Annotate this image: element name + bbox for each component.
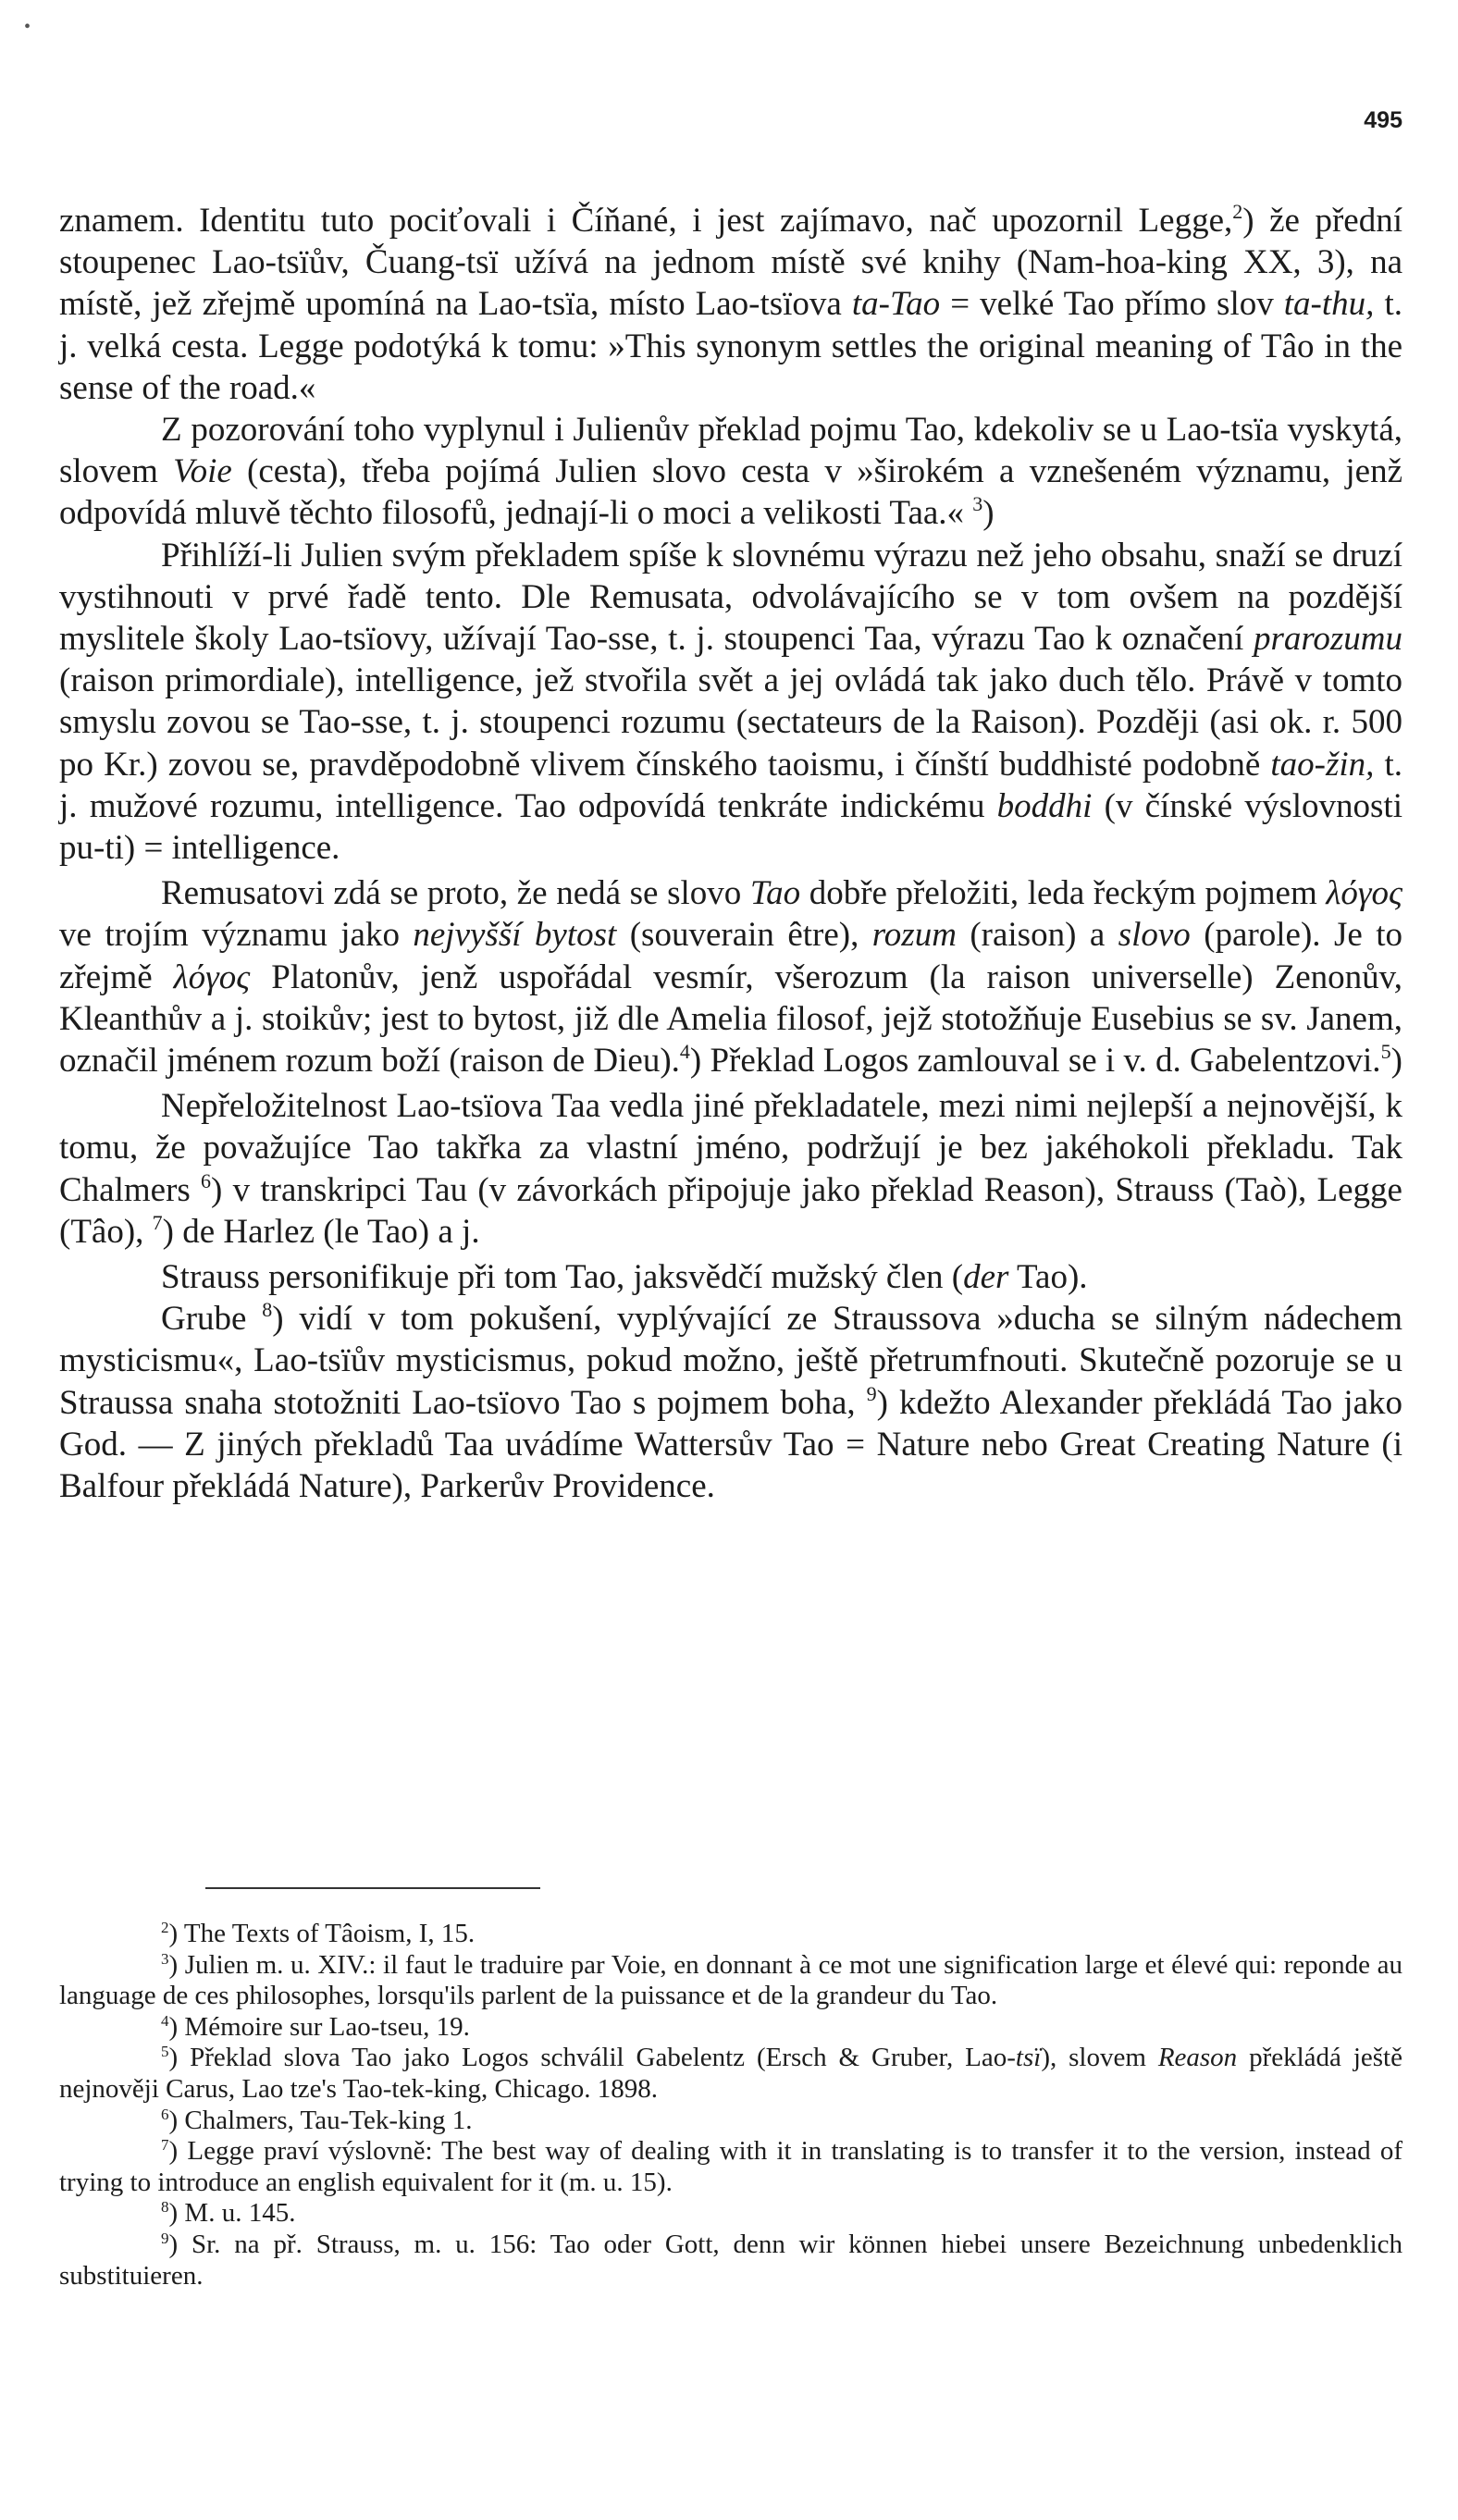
text-run: překládá ještě nejnověji Carus, Lao tze's Tao-tek-king, Chicago. 1898.: [59, 2043, 1402, 2104]
footnote-mark-paren: ): [168, 1919, 179, 1948]
italic-text: Reason: [1157, 2043, 1238, 2073]
paragraph: [59, 200, 1402, 409]
text-run: dobře přeložiti, leda řeckým pojmem: [800, 874, 1327, 913]
footnote-reference: 5: [1380, 1040, 1391, 1064]
footnote: [59, 2230, 1402, 2291]
text-run: t. j. mužové rozumu, intelligence. Tao odpovídá tenkráte indickému: [59, 745, 1403, 825]
text-run: (parole). Je to zřejmě: [59, 916, 1402, 996]
footnote-divider: [205, 1887, 540, 1889]
italic-text: rozum: [871, 916, 957, 955]
text-run: ), slovem: [1041, 2043, 1158, 2073]
footnote-reference: 4: [679, 1040, 690, 1064]
footnote: [59, 2198, 1402, 2230]
text-run: ) v transkripci Tau (v závorkách připojuje jako překlad Reason), Strauss (Taò), Legge (Tâo),: [59, 1170, 1402, 1251]
footnote-mark: 2: [161, 1919, 169, 1936]
text-run: ) Překlad Logos zamlouval se i v. d. Gabelentzovi.: [689, 1042, 1381, 1081]
italic-text: ta-Tao: [851, 285, 941, 324]
footnote-reference: 6: [201, 1168, 212, 1192]
text-run: Remusatovi zdá se proto, že nedá se slovo: [161, 874, 750, 913]
footnote-mark-paren: ): [168, 2229, 179, 2259]
text-run: t. j. velká cesta. Legge podotýká k tomu: »This synonym settles the original meaning of Tâo in the sense of the road.«: [59, 285, 1402, 407]
footnote-reference: 7: [152, 1210, 163, 1234]
italic-text: slovo: [1118, 916, 1191, 955]
text-run: M. u. 145.: [178, 2198, 296, 2229]
text-run: = velké Tao přímo slov: [940, 285, 1284, 324]
footnote-mark: 4: [161, 2011, 169, 2030]
paragraph: [59, 872, 1402, 1081]
text-run: Překlad slova Tao jako Logos schválil Gabelentz (Ersch & Gruber, Lao-: [178, 2043, 1016, 2073]
text-run: The Texts of Tâoism, I, 15.: [178, 1919, 476, 1948]
italic-text: Tao: [749, 874, 801, 913]
paragraph: [59, 535, 1402, 870]
paragraph: [59, 409, 1402, 535]
text-run: Nepřeložitelnost Lao-tsïova Taa vedla jiné překladatele, mezi nimi nejlepší a nejnovější, k tomu, že považujíce Tao takřka za vlastní jméno, podržují je bez jakéhokoli překladu. Tak Chalmers: [59, 1087, 1402, 1209]
text-run: Strauss personifikuje při tom Tao, jaksvědčí mužský člen (: [161, 1258, 964, 1297]
footnote-mark: 5: [161, 2043, 169, 2061]
text-run: ) vidí v tom pokušení, vyplývající ze Straussova »ducha se silným nádechem mysticismu«, Lao-tsïův mysticismus, pokud možno, ještě přetrumfnouti. Skutečně pozoruje se u Straussa snaha stotožniti Lao-tsïovo Tao s pojmem boha,: [59, 1300, 1402, 1422]
italic-text: λόγος: [173, 957, 251, 996]
paragraph: [59, 1298, 1402, 1507]
text-run: ) že přední stoupenec Lao-tsïův, Čuang-tsï užívá na jednom místě své knihy (Nam-hoa-king XX, 3), na místě, jež zřejmě upomíná na Lao-tsïa, místo Lao-tsïova: [59, 202, 1402, 324]
paragraph: [59, 1256, 1402, 1298]
page-number: 495: [1364, 107, 1402, 133]
italic-text: Voie: [173, 452, 232, 491]
text-run: Platonův, jenž uspořádal vesmír, všerozum (la raison universelle) Zenonův, Kleanthův a j. stoikův; jest to bytost, již dle Amelia filosof, jejž stotožňuje Eusebius se sv. Janem, označil jménem rozum boží (raison de Dieu).: [59, 957, 1402, 1081]
text-run: ): [982, 494, 995, 533]
text-run: ): [1390, 1042, 1402, 1081]
italic-text: der: [963, 1258, 1009, 1297]
italic-text: tsï: [1015, 2043, 1042, 2073]
italic-text: tao-žin,: [1270, 745, 1375, 784]
text-run: Chalmers, Tau-Tek-king 1.: [178, 2105, 473, 2135]
footnote-reference: 9: [866, 1381, 877, 1405]
footnote-reference: 3: [972, 492, 983, 516]
text-run: Z pozorování toho vyplynul i Julienův překlad pojmu Tao, kdekoliv se u Lao-tsïa vyskytá, slovem: [59, 411, 1402, 491]
text-run: (raison primordiale), intelligence, jež stvořila svět a jej ovládá tak jako duch tělo. Právě v tomto smyslu zovou se Tao-sse, t. j. stoupenci rozumu (sectateurs de la Raison). Později (asi ok. r. 500 po Kr.) zovou se, pravděpodobně vlivem čínského taoismu, i čínští buddhisté podobně: [59, 661, 1402, 784]
text-run: znamem. Identitu tuto pociťovali i Číňané, i jest zajímavo, nač upozornil Legge,: [59, 202, 1233, 240]
footnote: [59, 2012, 1402, 2044]
text-run: ) de Harlez (le Tao) a j.: [162, 1212, 480, 1251]
footnote-mark: 7: [161, 2136, 169, 2155]
footnote: [59, 1919, 1402, 1950]
footnote-mark-paren: ): [168, 2136, 179, 2167]
text-run: Mémoire sur Lao-tseu, 19.: [178, 2011, 470, 2042]
footnote-mark: 6: [161, 2105, 169, 2123]
italic-text: boddhi: [996, 786, 1093, 825]
margin-dot: •: [24, 17, 31, 37]
italic-text: nejvyšší bytost: [413, 916, 617, 955]
italic-text: λόγος: [1326, 874, 1402, 913]
footnote-mark-paren: ): [168, 2011, 179, 2042]
footnote-mark-paren: ): [168, 1949, 179, 1980]
text-run: Legge praví výslovně: The best way of dealing with it in translating is to transfer it to the version, instead of trying to introduce an english equivalent for it (m. u. 15).: [59, 2136, 1402, 2197]
footnote-mark-paren: ): [168, 2043, 179, 2073]
text-run: (souverain être),: [616, 916, 872, 955]
footnotes: [59, 1919, 1402, 2291]
footnote: [59, 1950, 1402, 2012]
body-text: [59, 200, 1402, 1507]
text-run: ) kdežto Alexander překládá Tao jako God. — Z jiných překladů Taa uvádíme Wattersův Tao = Nature nebo Great Creating Nature (i Balfour překládá Nature), Parkerův Providence.: [59, 1383, 1402, 1506]
text-run: (cesta), třeba pojímá Julien slovo cesta v »širokém a vznešeném významu, jenž odpovídá mluvě těchto filosofů, jednají-li o moci a velikosti Taa.«: [59, 452, 1402, 533]
footnote-mark-paren: ): [168, 2105, 179, 2135]
italic-text: prarozumu: [1253, 620, 1402, 659]
italic-text: ta-thu,: [1283, 285, 1375, 324]
footnote-reference: 8: [262, 1298, 273, 1322]
footnote-mark: 8: [161, 2198, 169, 2217]
footnote: [59, 2136, 1402, 2198]
text-run: Tao).: [1008, 1258, 1088, 1297]
text-run: Přihlíží-li Julien svým překladem spíše k slovnému výrazu než jeho obsahu, snaží se druzí vystihnouti v prvé řadě tento. Dle Remusata, odvolávajícího se v tom ovšem na pozdější myslitele školy Lao-tsïovy, užívají Tao-sse, t. j. stoupenci Taa, výrazu Tao k označení: [59, 536, 1402, 659]
footnote-mark: 9: [161, 2229, 169, 2247]
text-run: (raison) a: [956, 916, 1118, 955]
text-run: ve trojím významu jako: [59, 916, 414, 955]
footnote: [59, 2043, 1402, 2105]
footnote-reference: 2: [1232, 200, 1243, 223]
text-run: (v čínské výslovnosti pu-ti) = intelligence.: [59, 786, 1402, 868]
text-run: Sr. na př. Strauss, m. u. 156: Tao oder Gott, denn wir können hiebei unsere Bezeichnung unbedenklich substituieren.: [59, 2229, 1402, 2291]
text-run: Julien m. u. XIV.: il faut le traduire par Voie, en donnant à ce mot une signification large et élevé qui: reponde au language de ces philosophes, lorsqu'ils parlent de la puissance et de la grandeur du Tao.: [59, 1949, 1402, 2011]
footnote-mark: 3: [161, 1949, 169, 1968]
footnote: [59, 2106, 1402, 2137]
paragraph: [59, 1085, 1402, 1253]
text-run: Grube: [161, 1300, 263, 1339]
footnote-mark-paren: ): [168, 2198, 179, 2229]
